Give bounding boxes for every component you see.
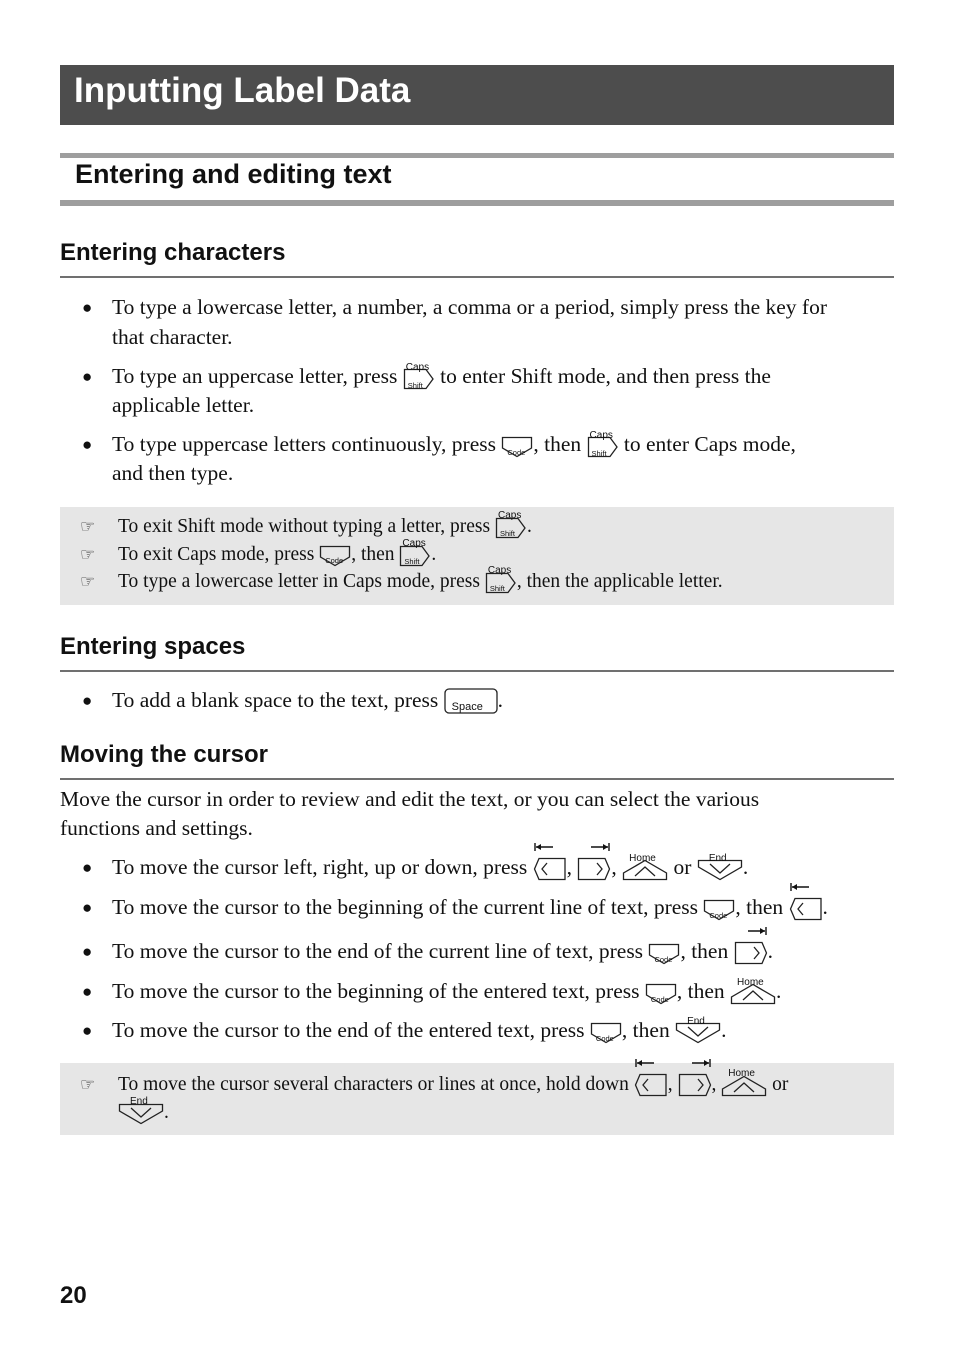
key-inner-label: Shift xyxy=(499,529,515,538)
text: To type an uppercase letter, press xyxy=(112,364,398,388)
key-label: Caps xyxy=(405,362,430,373)
shift-caps-key-icon xyxy=(403,362,435,390)
paragraph-line xyxy=(112,431,796,458)
text: . xyxy=(431,544,437,565)
note-line xyxy=(118,1096,169,1125)
text: . xyxy=(721,1018,727,1042)
text: . xyxy=(164,1102,169,1123)
key-inner-label: Code xyxy=(507,448,526,457)
up-home-key-icon xyxy=(622,853,668,881)
paragraph: that character. xyxy=(112,325,233,349)
right-arrow-key-icon xyxy=(678,1073,712,1097)
pointing-hand-icon: ☞ xyxy=(80,517,96,536)
text: To move the cursor left, right, up or down, press xyxy=(112,855,528,879)
paragraph-line xyxy=(112,894,828,921)
heading-entering-characters: Entering characters xyxy=(60,239,286,266)
key-inner-label: Code xyxy=(654,955,673,964)
right-arrow-key-icon xyxy=(734,941,768,965)
key-label: Home xyxy=(728,1068,755,1079)
right-arrow-key-icon xyxy=(577,857,611,881)
text: , then the applicable letter. xyxy=(516,571,723,592)
down-end-key-icon xyxy=(675,1016,721,1044)
note-line xyxy=(118,538,437,567)
code-key-icon xyxy=(501,436,533,458)
bullet-icon: ● xyxy=(82,1021,93,1040)
paragraph: Move the cursor in order to review and edit the text, or you can select the various xyxy=(60,787,760,811)
up-home-key-icon xyxy=(721,1068,767,1097)
text: , xyxy=(611,855,617,879)
shift-caps-key-icon xyxy=(495,510,527,539)
text: or xyxy=(673,855,692,879)
paragraph-line xyxy=(112,938,773,965)
text: to enter Shift mode, and then press the xyxy=(440,364,771,388)
key-inner-label: Space xyxy=(451,701,483,713)
text: , then xyxy=(621,1018,670,1042)
text: To move the cursor several characters or lines at once, hold down xyxy=(118,1074,629,1095)
text: . xyxy=(776,979,782,1003)
text: . xyxy=(822,895,828,919)
text: , then xyxy=(676,979,725,1003)
heading-rule xyxy=(60,276,894,278)
heading-rule xyxy=(60,778,894,780)
key-inner-label: Code xyxy=(595,1034,614,1043)
note-line xyxy=(118,510,532,539)
key-inner-label: Code xyxy=(325,556,344,565)
shift-caps-key-icon xyxy=(485,565,517,594)
pointing-hand-icon: ☞ xyxy=(80,572,96,591)
key-label: End xyxy=(708,853,727,864)
paragraph: and then type. xyxy=(112,461,234,485)
code-key-icon xyxy=(590,1022,622,1044)
note-line xyxy=(118,565,723,594)
key-label: Home xyxy=(629,853,656,864)
text: , xyxy=(566,855,573,879)
key-label: Home xyxy=(737,977,764,988)
paragraph-line xyxy=(112,854,748,881)
section-rule-top xyxy=(60,153,894,158)
down-end-key-icon xyxy=(697,853,743,881)
left-arrow-key-icon xyxy=(634,1073,668,1097)
text: To move the cursor to the end of the entered text, press xyxy=(112,1018,585,1042)
page-number: 20 xyxy=(60,1282,87,1309)
paragraph-line xyxy=(112,1017,726,1044)
chapter-title: Inputting Label Data xyxy=(74,71,411,110)
section-title: Entering and editing text xyxy=(75,159,392,189)
text: To move the cursor to the end of the current line of text, press xyxy=(112,939,644,963)
text: or xyxy=(772,1074,789,1095)
text: , xyxy=(711,1074,717,1095)
text: , then xyxy=(533,432,582,456)
text: , then xyxy=(680,939,729,963)
key-inner-label: Shift xyxy=(489,584,505,593)
down-end-key-icon xyxy=(118,1096,164,1125)
bullet-icon: ● xyxy=(82,435,93,454)
text: to enter Caps mode, xyxy=(623,432,796,456)
key-inner-label: Shift xyxy=(404,557,420,566)
shift-caps-key-icon xyxy=(399,538,431,567)
code-key-icon xyxy=(319,545,351,567)
bullet-icon: ● xyxy=(82,691,93,710)
key-label: Caps xyxy=(589,430,613,441)
key-label: Caps xyxy=(497,510,522,521)
heading-rule xyxy=(60,670,894,672)
text: . xyxy=(497,688,504,712)
shift-caps-key-icon xyxy=(587,430,619,458)
paragraph: applicable letter. xyxy=(112,393,255,417)
key-inner-label: Code xyxy=(709,911,728,920)
left-arrow-key-icon xyxy=(789,897,823,921)
left-arrow-key-icon xyxy=(533,857,567,881)
section-rule-bottom xyxy=(60,200,894,206)
text: To exit Caps mode, press xyxy=(118,544,315,565)
up-home-key-icon xyxy=(730,977,776,1005)
text: , then xyxy=(351,544,395,565)
heading-entering-spaces: Entering spaces xyxy=(60,633,246,660)
paragraph-line xyxy=(112,978,781,1005)
bullet-icon: ● xyxy=(82,898,93,917)
bullet-icon: ● xyxy=(82,858,93,877)
key-label: End xyxy=(687,1016,705,1027)
code-key-icon xyxy=(703,899,735,921)
text: . xyxy=(526,516,532,537)
text: To move the cursor to the beginning of the current line of text, press xyxy=(112,895,699,919)
text: To exit Shift mode without typing a letter, press xyxy=(118,516,491,537)
code-key-icon xyxy=(645,983,677,1005)
code-key-icon xyxy=(648,943,680,965)
chapter-title-bar xyxy=(60,65,894,125)
key-inner-label: Shift xyxy=(591,449,607,458)
pointing-hand-icon: ☞ xyxy=(80,545,96,564)
text: . xyxy=(767,939,773,963)
key-inner-label: Shift xyxy=(407,381,423,390)
paragraph: functions and settings. xyxy=(60,816,253,840)
key-label: End xyxy=(130,1096,148,1107)
text: To add a blank space to the text, press xyxy=(112,688,439,712)
text: , xyxy=(667,1074,673,1095)
heading-moving-the-cursor: Moving the cursor xyxy=(60,741,269,768)
text: , then xyxy=(735,895,784,919)
note-line xyxy=(118,1068,789,1097)
text: To type uppercase letters continuously, press xyxy=(112,432,496,456)
bullet-icon: ● xyxy=(82,982,93,1001)
text: . xyxy=(742,855,749,879)
key-inner-label: Code xyxy=(650,995,669,1004)
paragraph-line xyxy=(112,687,503,714)
text: To move the cursor to the beginning of the entered text, press xyxy=(112,979,640,1003)
paragraph-line xyxy=(112,363,771,390)
key-label: Caps xyxy=(402,538,426,549)
space-key-icon xyxy=(444,688,498,714)
bullet-icon: ● xyxy=(82,298,93,317)
bullet-icon: ● xyxy=(82,942,93,961)
pointing-hand-icon: ☞ xyxy=(80,1075,96,1094)
key-label: Caps xyxy=(487,565,512,576)
bullet-icon: ● xyxy=(82,367,93,386)
text: To type a lowercase letter in Caps mode, press xyxy=(118,571,480,592)
paragraph: To type a lowercase letter, a number, a comma or a period, simply press the key for xyxy=(112,295,827,319)
